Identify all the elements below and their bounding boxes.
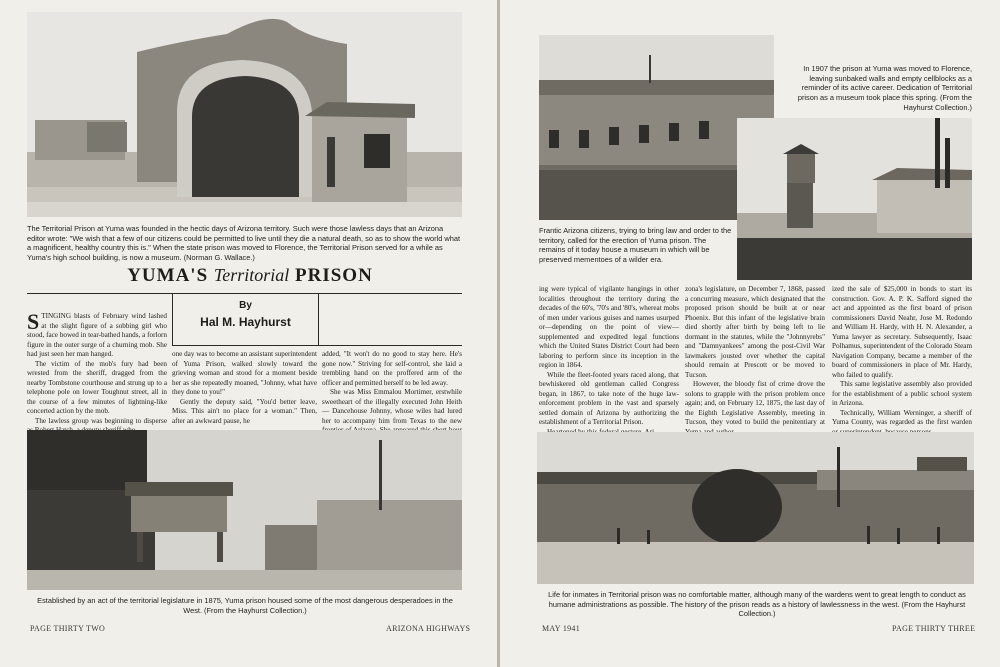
byline-rule-right <box>318 294 319 346</box>
col6-paragraph-2: This same legislative assembly also provided for the establishment of a public school system in Arizona. <box>832 380 972 408</box>
col1-paragraph-3: The lawless group was beginning to disperse <box>35 416 167 425</box>
article-title <box>100 265 400 287</box>
folio-magazine-name: ARIZONA HIGHWAYS <box>386 624 471 633</box>
article-column-5 <box>685 285 825 425</box>
article-column-2 <box>172 350 317 425</box>
col4-paragraph-2: While the fleet-footed years raced along, that bewhiskered old gentleman called Congress began, in 1867, to take note of the huge law-enforcement problem in the vast and sparsely settled domain of Arizona by authorizing the establishment of a Territorial Prison. <box>539 370 679 427</box>
drop-cap: S <box>27 309 40 334</box>
top-photo-caption: The Territorial Prison at Yuma was founded in the hectic days of Arizona territory. Such were those lawless days that an Arizona editor wrote: "We wish that a few of our citizens could be permitted to live until they die a natural death, so as to show the world what a magnificent, healthy country this is." When the state prison was moved to Florence, the Territorial Prison served for a while as Yuma's high school building, is now a museum. (Norman G. Wallace.) <box>27 224 461 262</box>
cellblock-buildings-photo <box>737 118 972 280</box>
title-word-yumas: YUMA'S <box>127 265 209 286</box>
col2-paragraph-2: Gently the deputy said, "You'd better leave, Miss. This ain't no place for a woman." Then, after an awkward pause, he <box>172 397 317 425</box>
bottom-right-photo-caption: Life for inmates in Territorial prison was no comfortable matter, although many of the wardens went to great length to conduct as humane administrations as possible. The history of the prison reads as a history of lawlessness in the west. (From the Hayhurst Collection.) <box>548 590 966 619</box>
col5-paragraph-2: However, the bloody fist of crime drove the solons to grapple with the prison problem once again; and, on February 12, 1875, the last day of the Eighth Legislative Assembly, meeting in Tucson, they voted to build the penitentiary at <box>685 380 825 427</box>
article-column-4 <box>539 285 679 425</box>
prison-yard-photo <box>537 432 974 584</box>
prison-gate-photo <box>27 12 462 217</box>
folio-page-number-right: PAGE THIRTY THREE <box>892 624 976 633</box>
article-column-3 <box>322 350 462 425</box>
folio-date: MAY 1941 <box>542 624 581 633</box>
col5-paragraph-1: zona's legislature, on December 7, 1868, passed a concurring measure, which designated that the proposed prison should be built at or near Phoenix. But this infant of the legislative brain died shortly after birth by being left to lie dormant in the statutes, while the "Johnnyrebs" and "Damnyankees" among the post-Civil War lawmakers jousted over whether the capital should remain at Prescott or be moved to Tucson. <box>685 285 825 379</box>
article-column-6 <box>832 285 972 425</box>
col1-paragraph-1: TINGING blasts of February wind lashed at the slight figure of a sobbing girl who stood, face bowed in tear-bathed hands, a forlorn figure in the outer surge of a churning mob. She had just seen her man hanged. <box>27 312 167 359</box>
title-word-territorial: Territorial <box>213 265 290 285</box>
title-rule-top <box>27 293 462 294</box>
left-page <box>0 0 497 667</box>
byline-author: Hal M. Hayhurst <box>200 315 291 329</box>
folio-page-number-left: PAGE THIRTY TWO <box>30 624 106 633</box>
col3-paragraph-2: She was Miss Emmalou Mortimer, erstwhile sweetheart of the illegally executed John Heith — Dancehouse Johnny, whose wiles had lured her to accompany him from Texas to the new <box>322 388 462 425</box>
right-page <box>500 0 1000 667</box>
col1-paragraph-2: The victim of the mob's fury had been wrested from the sheriff, dragged from the nearby Tombstone courthouse and strung up to a telephone pole on lower Toughnut street, all in the course of a few minutes of lightning-like concerted action by the mob. <box>27 359 167 416</box>
title-rule-bottom <box>172 345 462 346</box>
col6-paragraph-3: Technically, William Werninger, a sheriff of Yuma County, was regarded as the first warden <box>832 408 972 427</box>
top-right-photo-caption: In 1907 the prison at Yuma was moved to Florence, leaving sunbaked walls and empty cellblocks as a reminder of its active career. Dedication of Territorial prison as a museum took place this spring. (From the Hayhurst Collection.) <box>797 64 972 112</box>
mid-left-photo-caption: Frantic Arizona citizens, trying to bring law and order to the territory, called for the erection of Yuma prison. The remains of it today house a museum in which will be preserved mementoes of a wilder era. <box>539 226 732 264</box>
bottom-photo-caption: Established by an act of the territorial legislature in 1875, Yuma prison housed some of the most dangerous desperadoes in the West. (From the Hayhurst Collection.) <box>37 596 453 615</box>
byline-by: By <box>239 300 252 311</box>
col3-paragraph-1: added, "It won't do no good to stay here. He's gone now." Striving for self-control, she laid a trembling hand on the proffered arm of the officer and permitted herself to be led away. <box>322 350 462 387</box>
title-word-prison: PRISON <box>295 265 373 286</box>
col6-paragraph-1: ized the sale of $25,000 in bonds to start its construction. Gov. A. P. K. Safford signed the act and appointed as the first board of prison commissioners David Neahr, Jose M. Redondo and William H. Hardy, with H. N. Alexander, a Yuma lawyer as secretary. Subsequently, Isaac Polhamus, superintendent of the Colorado Steam Navigation Company, became a member of the board of commissioners in place of Mr. Hardy, who failed to qualify. <box>832 285 973 379</box>
guard-tower-photo <box>27 430 462 590</box>
col4-paragraph-1: ing were typical of vigilante hangings in other localities throughout the territory during the decades of the 60's, '70's and '80's, whereat mobs of men under various guises and names usurped or—depending on the point of view—supplemented and expedited legal functions which the United States District Court had been laboring to perform since its inception in the region in 1864. <box>539 285 679 370</box>
article-column-1 <box>27 309 167 425</box>
col2-paragraph-1: one day was to become an assistant superintendent of Yuma Prison, walked slowly toward the grieving woman and stood for a moment beside her as she repeatedly moaned, "Johnny, what have they done to you!" <box>172 350 317 397</box>
